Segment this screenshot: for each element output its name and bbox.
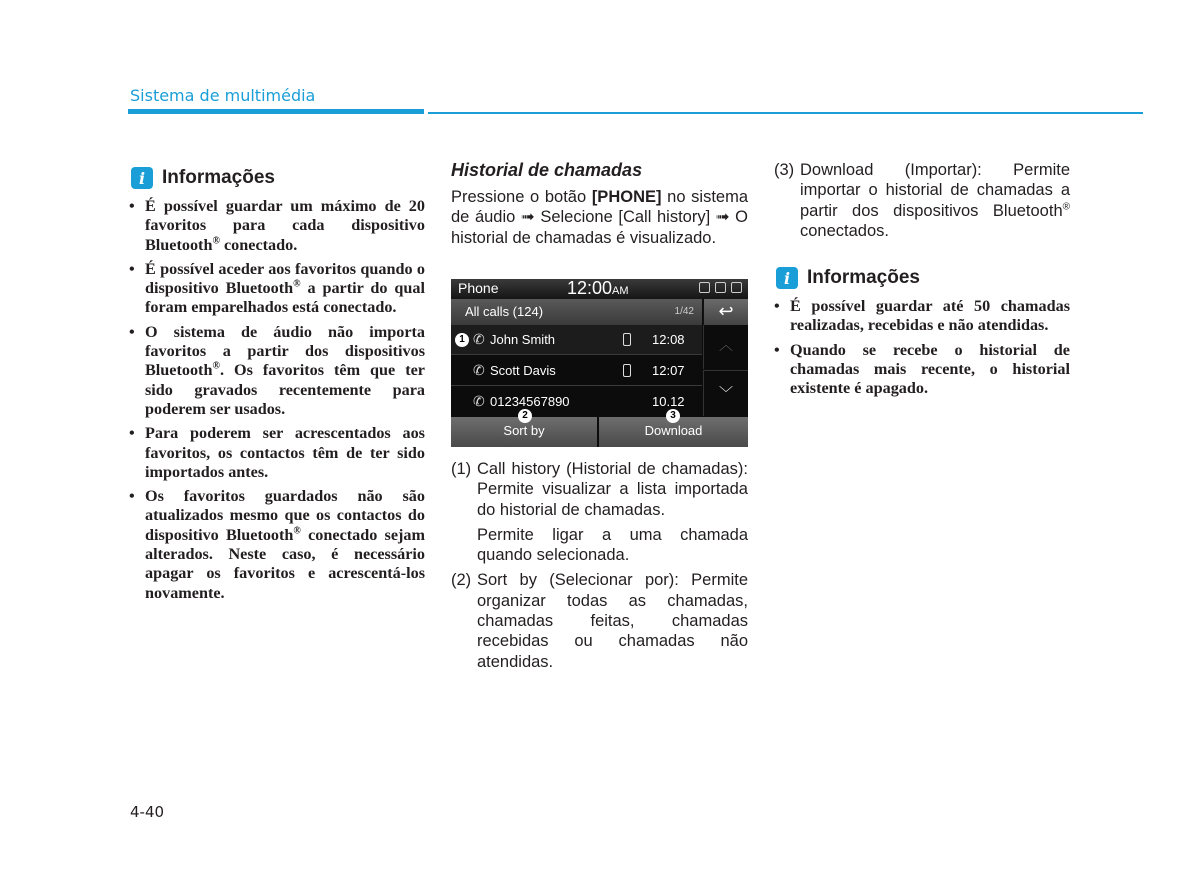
status-icons <box>699 282 742 293</box>
phone-icon: ✆ <box>473 331 485 347</box>
list-title: All calls (124) <box>465 304 544 319</box>
page-indicator: 1/42 <box>674 306 694 317</box>
bullet-item: • É possível aceder aos favoritos quando o dispositivo Bluetooth® a partir do qual foram emparelhados está conectado. <box>129 260 425 318</box>
phone-icon: ✆ <box>473 362 485 378</box>
info-bullets-right <box>774 297 1070 403</box>
app-name: Phone <box>458 280 499 296</box>
call-row[interactable]: ✆ John Smith 12:08 <box>451 325 702 355</box>
scroll-down-button[interactable] <box>703 370 748 416</box>
middle-column <box>451 160 748 248</box>
bullet-item: • Para poderem ser acrescentados aos favoritos, os contactos têm de ter sido importados antes. <box>129 424 425 482</box>
section-title: Sistema de multimédia <box>130 86 316 105</box>
bullet-item: • É possível guardar um máximo de 20 favoritos para cada dispositivo Bluetooth® conectado. <box>129 197 425 255</box>
chevron-up-icon: ︿ <box>719 337 733 353</box>
back-button[interactable] <box>703 299 748 325</box>
sort-by-button[interactable]: Sort by <box>451 417 597 447</box>
info-icon: i <box>131 167 153 189</box>
callout-1: 1 <box>455 333 469 347</box>
call-row[interactable]: ✆ Scott Davis 12:07 <box>451 356 702 386</box>
battery-icon <box>699 282 710 293</box>
phone-button-label: [PHONE] <box>591 188 662 206</box>
right-column <box>774 160 1070 241</box>
callout-2: 2 <box>518 409 532 423</box>
numbered-item: (3) Download (Importar): Permite importar o historial de chamadas a partir dos dispositivos Bluetooth® conectados. <box>774 161 1070 240</box>
info-title-right: Informações <box>807 267 920 288</box>
call-row[interactable]: ✆ 01234567890 10.12 <box>473 393 685 409</box>
bluetooth-icon <box>715 282 726 293</box>
numbered-item: (1) Call history (Historial de chamadas): Permite visualizar a lista importada do historial de chamadas. Permite ligar a uma chamada quando selecionada. <box>451 460 748 565</box>
call-history-screen <box>451 279 748 447</box>
download-button[interactable]: Download <box>599 417 748 447</box>
info-title-left: Informações <box>162 167 275 188</box>
header-rule-thin <box>428 112 1143 114</box>
intro-paragraph: Pressione o botão [PHONE] no sistema de áudio ➟ Selecione [Call history] ➟ O historial de chamadas é visualizado. <box>451 188 748 247</box>
list-header <box>451 299 702 325</box>
bullet-item: • Quando se recebe o historial de chamadas mais recente, o historial existente é apagado. <box>774 341 1070 399</box>
clock: 12:00AM <box>567 279 629 298</box>
chevron-down-icon: ﹀ <box>719 385 733 401</box>
bullet-item: • É possível guardar até 50 chamadas realizadas, recebidas e não atendidas. <box>774 297 1070 336</box>
phone-icon: ✆ <box>473 393 485 409</box>
numbered-list <box>451 459 748 672</box>
bullet-item: • O sistema de áudio não importa favoritos a partir dos dispositivos Bluetooth®. Os favoritos têm que ter sido gravados recentemente para poderem ser usados. <box>129 323 425 419</box>
info-heading-right <box>776 267 920 289</box>
mobile-icon <box>623 333 631 346</box>
numbered-list-right <box>774 160 1070 241</box>
info-icon: i <box>776 267 798 289</box>
header-rule-thick <box>128 109 424 114</box>
callout-3: 3 <box>666 409 680 423</box>
back-arrow-icon: ↩ <box>718 301 734 321</box>
scroll-up-button[interactable] <box>703 325 748 369</box>
bullet-item: • Os favoritos guardados não são atualizados mesmo que os contactos do dispositivo Bluetooth® conectado sejam alterados. Neste caso, é necessário apagar os favoritos e acrescentá-los novamente. <box>129 487 425 603</box>
status-bar <box>451 279 748 299</box>
mobile-icon <box>623 364 631 377</box>
info-bullets-left <box>129 197 425 608</box>
page-number: 4-40 <box>130 803 165 821</box>
signal-icon <box>731 282 742 293</box>
subsection-title: Historial de chamadas <box>451 160 643 180</box>
numbered-item: (2) Sort by (Selecionar por): Permite organizar todas as chamadas, chamadas feitas, chamadas recebidas ou chamadas não atendidas. <box>451 571 748 671</box>
info-heading-left <box>131 167 275 189</box>
